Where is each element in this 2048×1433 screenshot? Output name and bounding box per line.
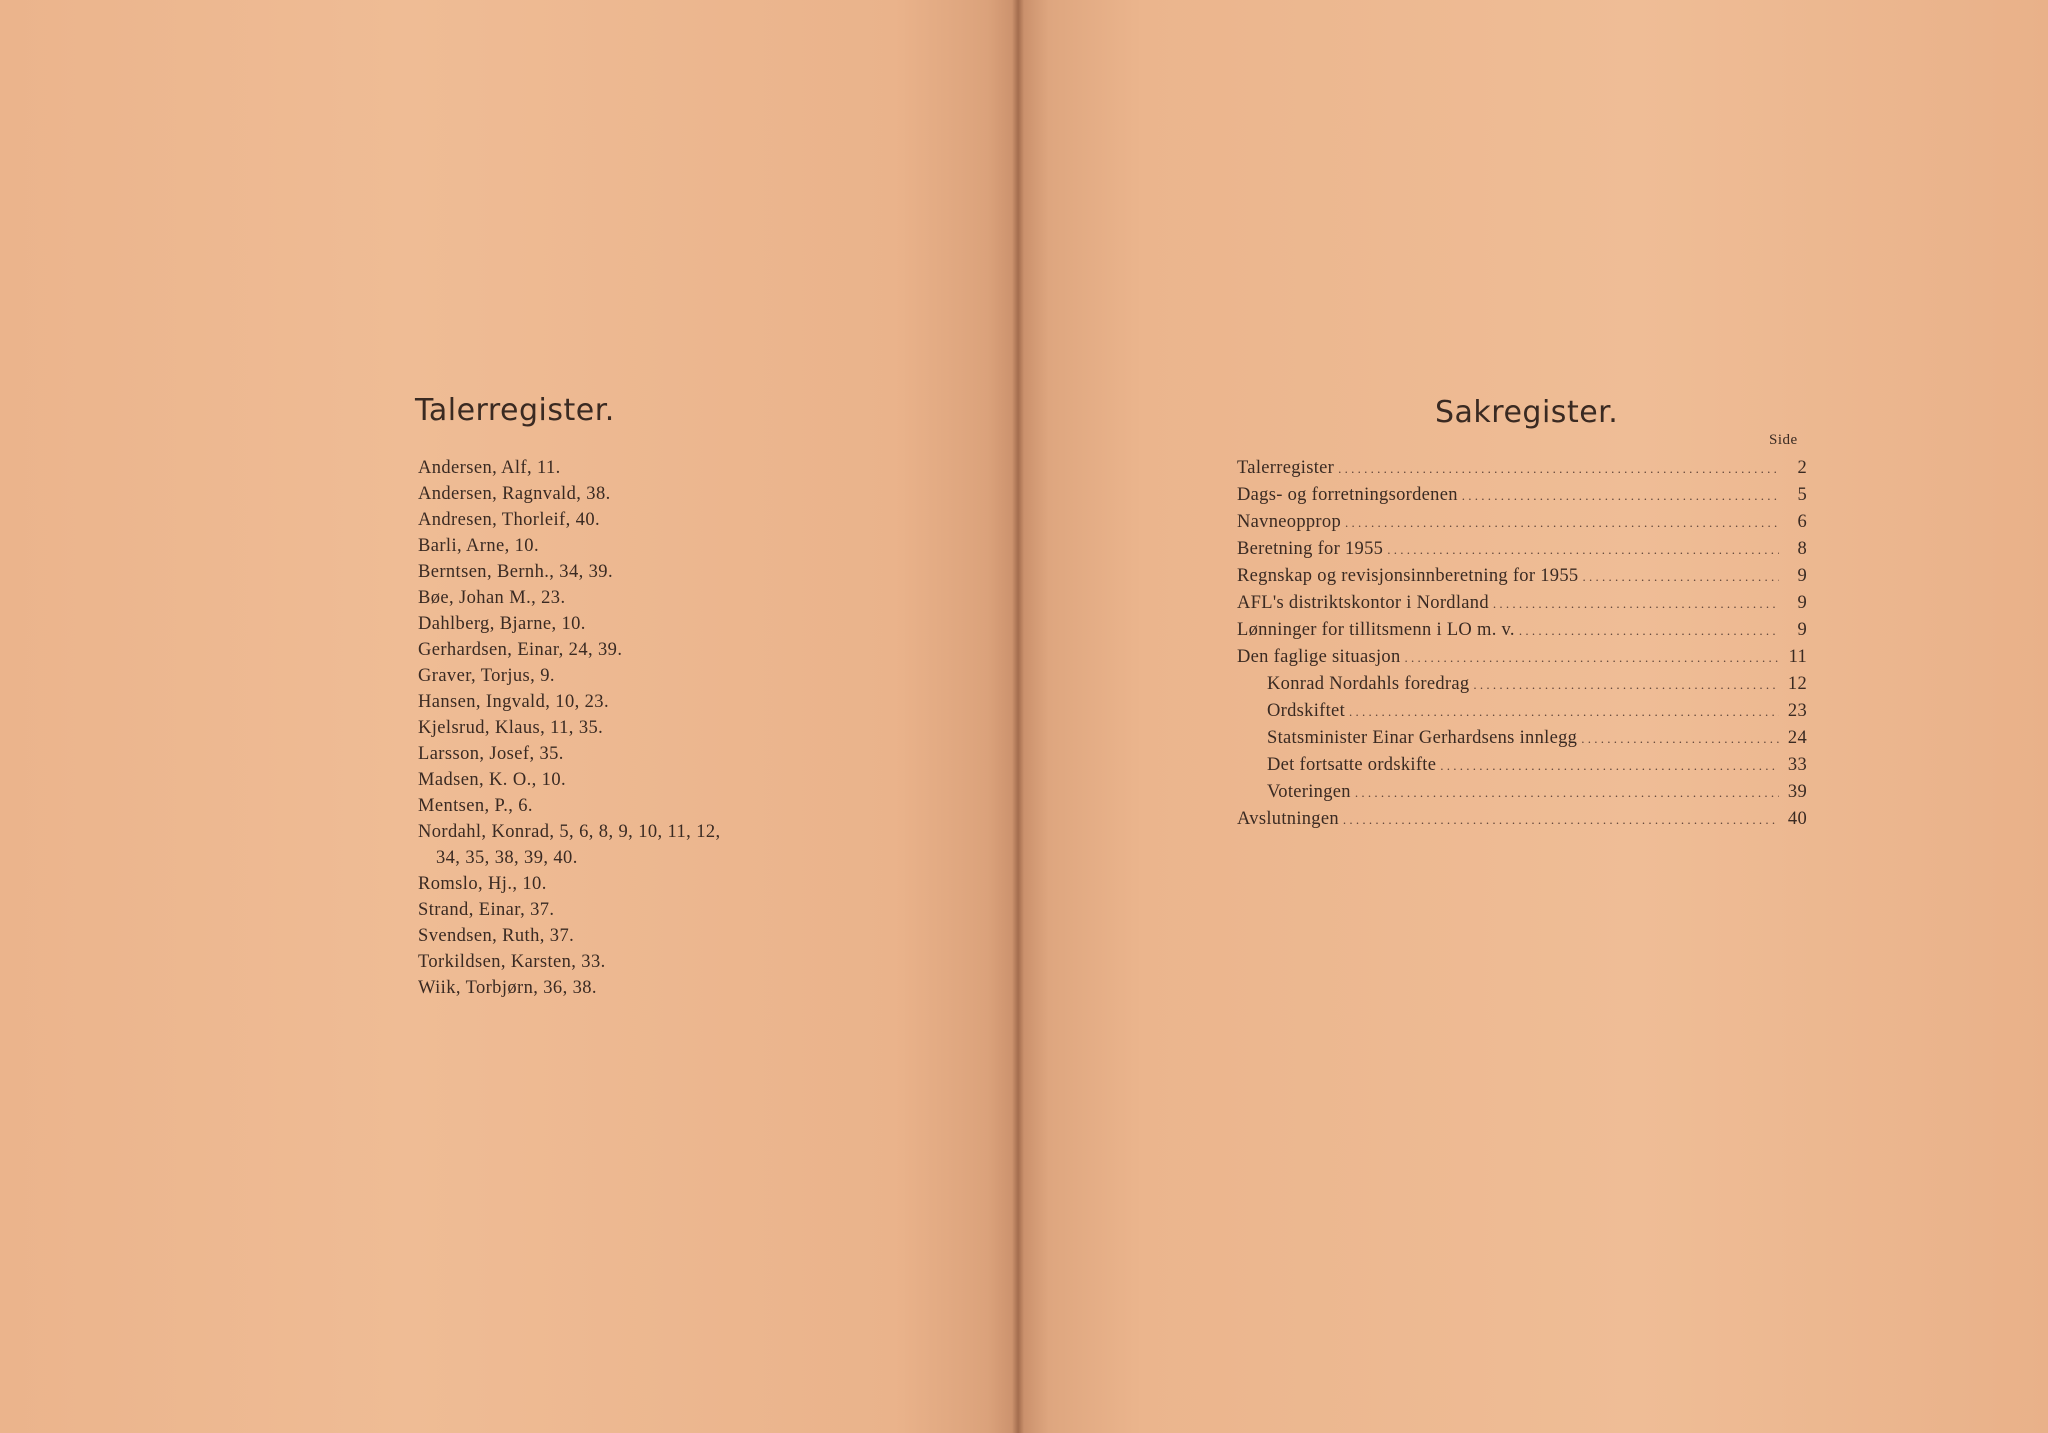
list-item: Svendsen, Ruth, 37. — [418, 926, 575, 946]
toc-entry — [1237, 617, 1807, 644]
dot-leader — [1462, 483, 1779, 509]
list-item: Berntsen, Bernh., 34, 39. — [418, 562, 613, 582]
toc-entry-title: Voteringen — [1267, 782, 1351, 802]
list-item: Larsson, Josef, 35. — [418, 744, 564, 764]
toc-entry-title: Lønninger for tillitsmenn i LO m. v. — [1237, 620, 1515, 640]
dot-leader — [1345, 510, 1779, 536]
toc-entry-title: Regnskap og revisjonsinnberetning for 1955 — [1237, 566, 1579, 586]
list-item: Kjelsrud, Klaus, 11, 35. — [418, 718, 604, 738]
toc-entry-page: 33 — [1787, 755, 1807, 775]
subject-index — [1237, 455, 1807, 833]
toc-entry — [1237, 590, 1807, 617]
list-item: Nordahl, Konrad, 5, 6, 8, 9, 10, 11, 12, — [418, 822, 721, 842]
list-item: Torkildsen, Karsten, 33. — [418, 952, 606, 972]
list-item: Madsen, K. O., 10. — [418, 770, 566, 790]
dot-leader — [1440, 753, 1779, 779]
toc-entry-title: Statsminister Einar Gerhardsens innlegg — [1267, 728, 1578, 748]
dot-leader — [1473, 672, 1779, 698]
toc-entry-title: Talerregister — [1237, 458, 1335, 478]
toc-entry-title: Navneopprop — [1237, 512, 1341, 532]
speaker-list — [418, 455, 818, 1001]
toc-entry — [1237, 455, 1807, 482]
toc-entry-page: 2 — [1797, 458, 1807, 478]
toc-entry-page: 9 — [1797, 593, 1807, 613]
toc-entry-title: AFL's distriktskontor i Nordland — [1237, 593, 1489, 613]
toc-entry-page: 23 — [1787, 701, 1807, 721]
list-item: Hansen, Ingvald, 10, 23. — [418, 692, 609, 712]
toc-entry-title: Dags- og forretningsordenen — [1237, 485, 1458, 505]
dot-leader — [1493, 591, 1779, 617]
toc-entry — [1237, 482, 1807, 509]
list-item: Gerhardsen, Einar, 24, 39. — [418, 640, 623, 660]
toc-entry — [1237, 536, 1807, 563]
dot-leader — [1519, 618, 1779, 644]
toc-entry-title: Den faglige situasjon — [1237, 647, 1401, 667]
page-column-label: Side — [1769, 432, 1798, 448]
toc-entry-page: 11 — [1788, 647, 1807, 667]
dot-leader — [1582, 564, 1779, 590]
list-item: Romslo, Hj., 10. — [418, 874, 547, 894]
toc-entry-page: 40 — [1787, 809, 1807, 829]
dot-leader — [1387, 537, 1779, 563]
dot-leader — [1349, 699, 1779, 725]
toc-entry-page: 5 — [1797, 485, 1807, 505]
list-item-continuation: 34, 35, 38, 39, 40. — [436, 848, 578, 868]
toc-entry-page: 24 — [1787, 728, 1807, 748]
toc-entry — [1237, 509, 1807, 536]
list-item: Dahlberg, Bjarne, 10. — [418, 614, 586, 634]
toc-entry-page: 9 — [1797, 566, 1807, 586]
list-item: Andersen, Alf, 11. — [418, 458, 561, 478]
list-item: Andresen, Thorleif, 40. — [418, 510, 600, 530]
toc-entry — [1237, 671, 1807, 698]
toc-entry-title: Det fortsatte ordskifte — [1267, 755, 1437, 775]
toc-entry — [1237, 752, 1807, 779]
toc-entry-page: 8 — [1797, 539, 1807, 559]
dot-leader — [1355, 780, 1779, 806]
list-item: Wiik, Torbjørn, 36, 38. — [418, 978, 597, 998]
toc-entry-page: 9 — [1797, 620, 1807, 640]
list-item: Andersen, Ragnvald, 38. — [418, 484, 611, 504]
toc-entry — [1237, 779, 1807, 806]
list-item: Mentsen, P., 6. — [418, 796, 533, 816]
dot-leader — [1338, 456, 1779, 482]
toc-entry — [1237, 806, 1807, 833]
toc-entry — [1237, 698, 1807, 725]
list-item: Graver, Torjus, 9. — [418, 666, 555, 686]
toc-entry-title: Avslutningen — [1237, 809, 1339, 829]
left-page — [0, 0, 1018, 1433]
dot-leader — [1405, 645, 1779, 671]
toc-entry-title: Konrad Nordahls foredrag — [1267, 674, 1470, 694]
list-item: Bøe, Johan M., 23. — [418, 588, 566, 608]
toc-entry — [1237, 725, 1807, 752]
toc-entry-page: 39 — [1787, 782, 1807, 802]
toc-entry-page: 6 — [1797, 512, 1807, 532]
dot-leader — [1343, 807, 1779, 833]
list-item: Barli, Arne, 10. — [418, 536, 539, 556]
toc-entry — [1237, 644, 1807, 671]
toc-entry — [1237, 563, 1807, 590]
dot-leader — [1581, 726, 1779, 752]
book-gutter — [1012, 0, 1024, 1433]
subject-register-heading: Sakregister. — [1435, 395, 1619, 430]
speaker-register-heading: Talerregister. — [415, 393, 615, 428]
list-item: Strand, Einar, 37. — [418, 900, 555, 920]
toc-entry-page: 12 — [1787, 674, 1807, 694]
toc-entry-title: Beretning for 1955 — [1237, 539, 1384, 559]
toc-entry-title: Ordskiftet — [1267, 701, 1346, 721]
